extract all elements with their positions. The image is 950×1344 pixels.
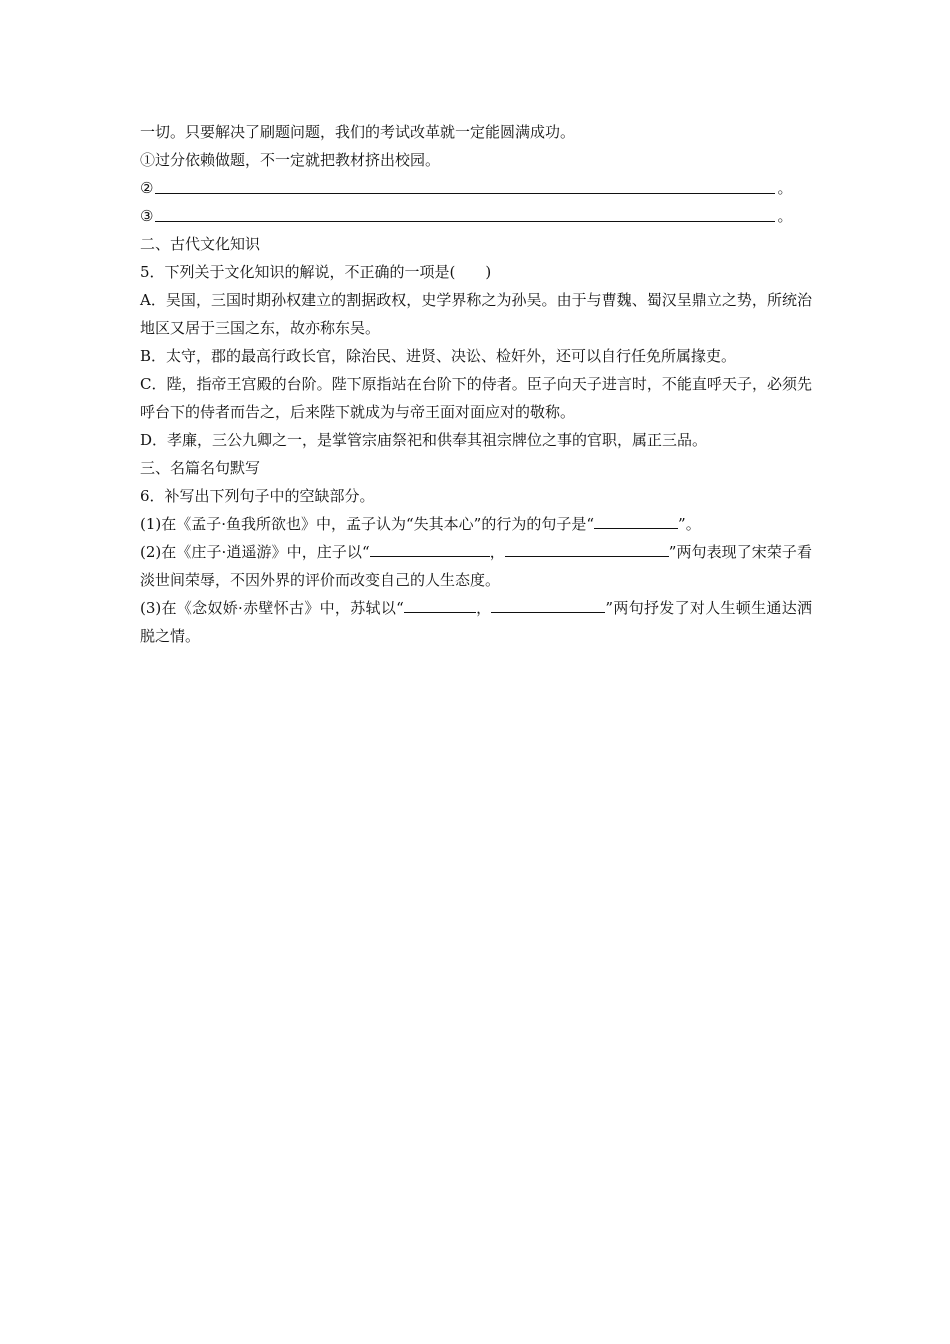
answer-3-blank[interactable] xyxy=(155,221,775,222)
answer-3-period: 。 xyxy=(777,207,793,225)
recitation-item-2 xyxy=(140,538,812,594)
answer-line-2 xyxy=(140,174,812,202)
item-3-blank-1[interactable] xyxy=(404,597,476,613)
recitation-item-3 xyxy=(140,594,812,650)
answer-line-1: ①过分依赖做题，不一定就把教材挤出校园。 xyxy=(140,151,441,169)
document-content xyxy=(140,118,812,650)
item-1-prefix: (1)在《孟子·鱼我所欲也》中，孟子认为“失其本心”的行为的句子是“ xyxy=(140,515,595,533)
question-6: 6．补写出下列句子中的空缺部分。 xyxy=(140,487,375,505)
item-2-suffix: ”两句表现了宋荣子看淡世间荣辱，不因外界的评价而改变自己的人生态度。 xyxy=(140,543,812,589)
item-2-blank-2[interactable] xyxy=(505,541,669,557)
answer-2-period: 。 xyxy=(777,179,793,197)
section-heading-culture: 二、古代文化知识 xyxy=(140,235,261,253)
item-1-blank[interactable] xyxy=(594,513,678,529)
item-3-blank-2[interactable] xyxy=(491,597,605,613)
item-3-comma: ， xyxy=(475,599,492,617)
option-a: A．吴国，三国时期孙权建立的割据政权，史学界称之为孙吴。由于与曹魏、蜀汉呈鼎立之势，所统治地区又居于三国之东，故亦称东吴。 xyxy=(140,291,812,337)
item-1-suffix: ”。 xyxy=(678,515,701,533)
section-heading-recitation: 三、名篇名句默写 xyxy=(140,459,261,477)
item-3-prefix: (3)在《念奴娇·赤壁怀古》中，苏轼以“ xyxy=(140,599,404,617)
answer-2-marker: ② xyxy=(140,179,154,197)
answer-2-blank[interactable] xyxy=(155,193,775,194)
answer-3-marker: ③ xyxy=(140,207,154,225)
question-5: 5．下列关于文化知识的解说，不正确的一项是( ) xyxy=(140,263,492,281)
recitation-item-1 xyxy=(140,510,812,538)
item-2-prefix: (2)在《庄子·逍遥游》中，庄子以“ xyxy=(140,543,370,561)
option-d: D．孝廉，三公九卿之一，是掌管宗庙祭祀和供奉其祖宗牌位之事的官职，属正三品。 xyxy=(140,431,708,449)
item-2-comma: ， xyxy=(489,543,505,561)
option-c: C．陛，指帝王宫殿的台阶。陛下原指站在台阶下的侍者。臣子向天子进言时，不能直呼天子，必须先呼台下的侍者而告之，后来陛下就成为与帝王面对面应对的敬称。 xyxy=(140,375,812,421)
item-3-suffix: ”两句抒发了对人生顿生通达洒脱之情。 xyxy=(140,599,813,645)
item-2-blank-1[interactable] xyxy=(370,541,490,557)
answer-line-3 xyxy=(140,202,812,230)
intro-line: 一切。只要解决了刷题问题，我们的考试改革就一定能圆满成功。 xyxy=(140,123,576,141)
option-b: B．太守，郡的最高行政长官，除治民、进贤、决讼、检奸外，还可以自行任免所属掾吏。 xyxy=(140,347,737,365)
